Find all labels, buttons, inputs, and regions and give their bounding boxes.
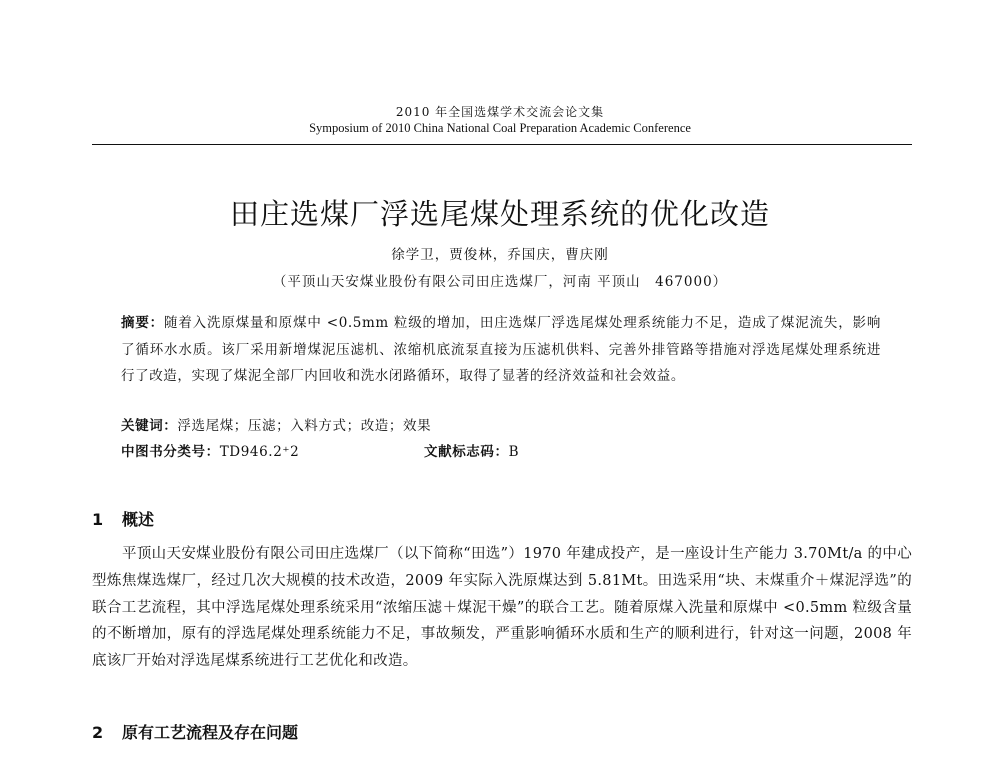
classification-line	[121, 442, 881, 462]
header-divider	[92, 144, 912, 145]
running-header	[0, 104, 1000, 136]
paper-affiliation: （平顶山天安煤业股份有限公司田庄选煤厂，河南 平顶山 467000）	[272, 274, 728, 290]
keywords-label: 关键词：	[121, 418, 178, 434]
abstract-label: 摘要：	[121, 315, 164, 331]
paper-title: 田庄选煤厂浮选尾煤处理系统的优化改造	[229, 197, 770, 231]
abstract	[121, 310, 881, 390]
clc-label: 中图书分类号：	[121, 444, 220, 460]
section-number: 1	[92, 510, 104, 529]
keywords-text: 浮选尾煤；压滤；入料方式；改造；效果	[177, 418, 432, 434]
clc-value: TD946.2⁺2	[219, 444, 300, 460]
section-title: 原有工艺流程及存在问题	[122, 723, 299, 742]
document-code-label: 文献标志码：	[424, 444, 509, 460]
section-heading-1	[92, 509, 154, 531]
section-heading-2	[92, 722, 298, 744]
keywords	[121, 416, 431, 436]
document-code	[424, 442, 519, 462]
running-header-chinese: 2010 年全国选煤学术交流会论文集	[395, 105, 605, 119]
paper-authors: 徐学卫，贾俊林，乔国庆，曹庆刚	[391, 247, 609, 263]
abstract-text: 随着入洗原煤量和原煤中 <0.5mm 粒级的增加，田庄选煤厂浮选尾煤处理系统能力不足，造成了煤泥流失，影响了循环水水质。该厂采用新增煤泥压滤机、浓缩机底流泵直接为压滤机供料、完善外排管路等措施对浮选尾煤处理系统进行了改造，实现了煤泥全部厂内回收和洗水闭路循环，取得了显著的经济效益和社会效益。	[121, 315, 881, 384]
section-number: 2	[92, 723, 104, 742]
document-code-value: B	[508, 444, 520, 460]
running-header-english: Symposium of 2010 China National Coal Preparation Academic Conference	[309, 121, 691, 135]
section-title: 概述	[122, 510, 155, 529]
section-1-paragraph: 平顶山天安煤业股份有限公司田庄选煤厂（以下简称“田选”）1970 年建成投产，是一座设计生产能力 3.70Mt/a 的中心型炼焦煤选煤厂，经过几次大规模的技术改造，2009 年实际入洗原煤达到 5.81Mt。田选采用“块、末煤重介＋煤泥浮选”的联合工艺流程，其中浮选尾煤处理系统采用“浓缩压滤＋煤泥干燥”的联合工艺。随着原煤入洗量和原煤中 <0.5mm 粒级含量的不断增加，原有的浮选尾煤处理系统能力不足，事故频发，严重影响循环水质和生产的顺利进行，针对这一问题，2008 年底该厂开始对浮选尾煤系统进行工艺优化和改造。	[92, 546, 912, 670]
